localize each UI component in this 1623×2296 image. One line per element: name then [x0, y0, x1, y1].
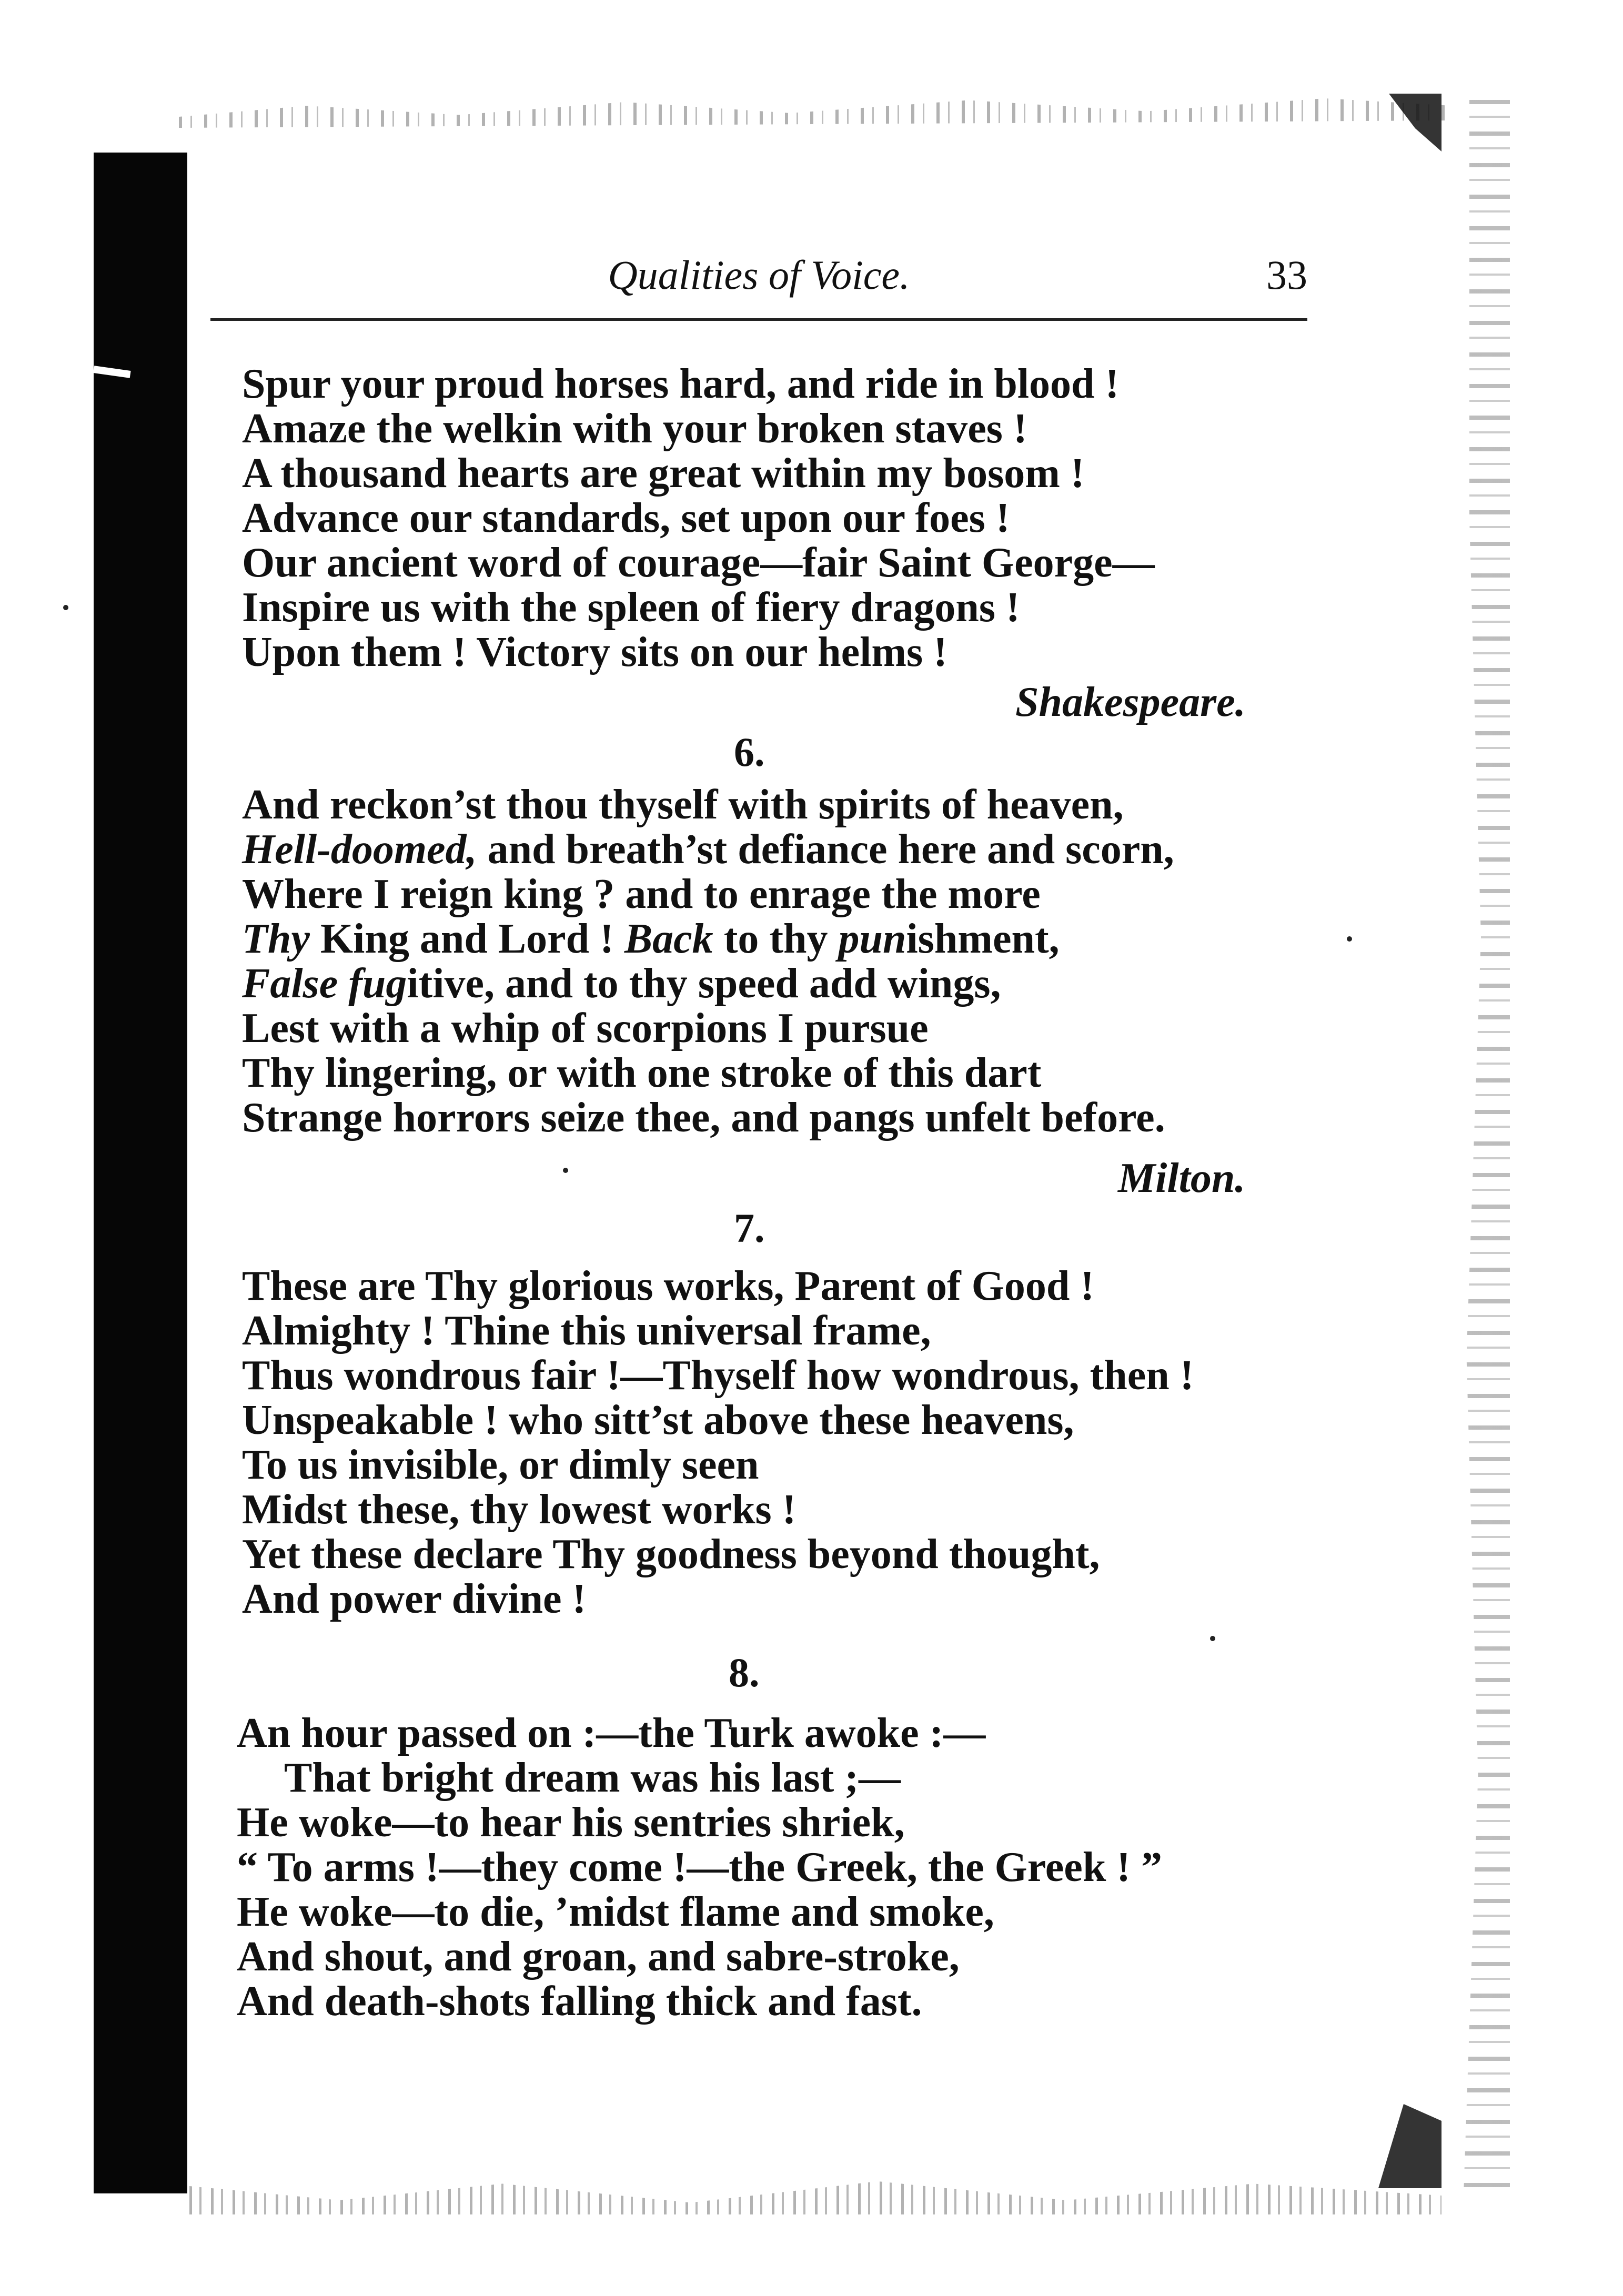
verse-line: [242, 918, 1060, 960]
text-segment: And reckon’st thou thyself with spirits of heaven,: [242, 782, 1124, 828]
verse-line: [242, 960, 1001, 1007]
dark-corner-top-right: [1389, 94, 1441, 151]
section-number-8: 8.: [729, 1650, 760, 1695]
scan-speck: [1347, 936, 1352, 942]
text-segment: Thy lingering, or with one stroke of this dart: [242, 1050, 1042, 1096]
text-segment: to thy: [713, 916, 839, 962]
verse-line: And death-shots falling thick and fast.: [237, 1978, 922, 2025]
attribution-milton: Milton.: [1118, 1155, 1246, 1201]
verse-line: Almighty ! Thine this universal frame,: [242, 1308, 931, 1354]
verse-line: An hour passed on :—the Turk awoke :—: [237, 1710, 986, 1756]
italic-segment: Hell-doomed,: [242, 826, 477, 873]
italic-segment: Thy: [242, 916, 310, 962]
dark-corner-bottom-right: [1378, 2104, 1441, 2188]
text-segment: ishment,: [906, 916, 1060, 962]
verse-line: [242, 1097, 1165, 1139]
verse-line: And power divine !: [242, 1576, 587, 1622]
section-number-7: 7.: [734, 1205, 765, 1251]
verse-line: He woke—to die, ’midst flame and smoke,: [237, 1889, 994, 1935]
header-rule: [210, 318, 1307, 321]
text-segment: King and Lord !: [309, 916, 624, 962]
italic-segment: pun: [838, 916, 906, 962]
verse-line: That bright dream was his last ;—: [284, 1755, 901, 1801]
book-spine-shadow: [94, 153, 187, 2193]
scan-speck: [1210, 1636, 1215, 1641]
torn-top-edge: [179, 95, 1452, 132]
running-header: [210, 251, 1307, 299]
verse-line: [242, 873, 1041, 915]
text-segment: Where I reign king ? and to enrage the more: [242, 871, 1041, 917]
verse-line: Thus wondrous fair !—Thyself how wondrous, then !: [242, 1352, 1194, 1399]
text-segment: and breath’st defiance here and scorn,: [477, 826, 1174, 873]
verse-line: [242, 1007, 929, 1049]
running-title: Qualities of Voice.: [608, 252, 910, 298]
verse-line: “ To arms !—they come !—the Greek, the Greek ! ”: [237, 1844, 1162, 1890]
verse-line: To us invisible, or dimly seen: [242, 1442, 759, 1488]
torn-right-edge: [1452, 100, 1510, 2193]
verse-line: Amaze the welkin with your broken staves !: [242, 406, 1027, 452]
page-number: 33: [1266, 252, 1307, 298]
scan-speck: [563, 1168, 568, 1173]
verse-line: Yet these declare Thy goodness beyond thought,: [242, 1531, 1100, 1577]
verse-line: He woke—to hear his sentries shriek,: [237, 1799, 905, 1846]
text-segment: itive, and to thy speed add wings,: [407, 960, 1001, 1007]
section-number-6: 6.: [734, 729, 765, 775]
verse-line: A thousand hearts are great within my bosom !: [242, 450, 1085, 497]
verse-line: [242, 1052, 1041, 1094]
text-segment: Strange horrors seize thee, and pangs unfelt before.: [242, 1095, 1165, 1141]
verse-line: These are Thy glorious works, Parent of Good !: [242, 1263, 1095, 1309]
text-segment: Lest with a whip of scorpions I pursue: [242, 1005, 929, 1051]
italic-segment: Back: [624, 916, 713, 962]
verse-line: And shout, and groan, and sabre-stroke,: [237, 1934, 960, 1980]
verse-line: Advance our standards, set upon our foes !: [242, 495, 1010, 541]
verse-line: Unspeakable ! who sitt’st above these heavens,: [242, 1397, 1074, 1443]
verse-line: Spur your proud horses hard, and ride in blood !: [242, 361, 1120, 407]
verse-line: [242, 784, 1124, 826]
verse-line: Inspire us with the spleen of fiery dragons !: [242, 584, 1020, 631]
verse-line: Midst these, thy lowest works !: [242, 1486, 797, 1533]
verse-line: Our ancient word of courage—fair Saint George—: [242, 540, 1155, 586]
scan-speck: [63, 605, 68, 610]
attribution-shakespeare: Shakespeare.: [1015, 679, 1246, 725]
torn-bottom-edge: [189, 2167, 1441, 2214]
verse-line: [242, 828, 1174, 871]
italic-segment: False fug: [242, 960, 407, 1007]
verse-line: Upon them ! Victory sits on our helms !: [242, 629, 947, 675]
